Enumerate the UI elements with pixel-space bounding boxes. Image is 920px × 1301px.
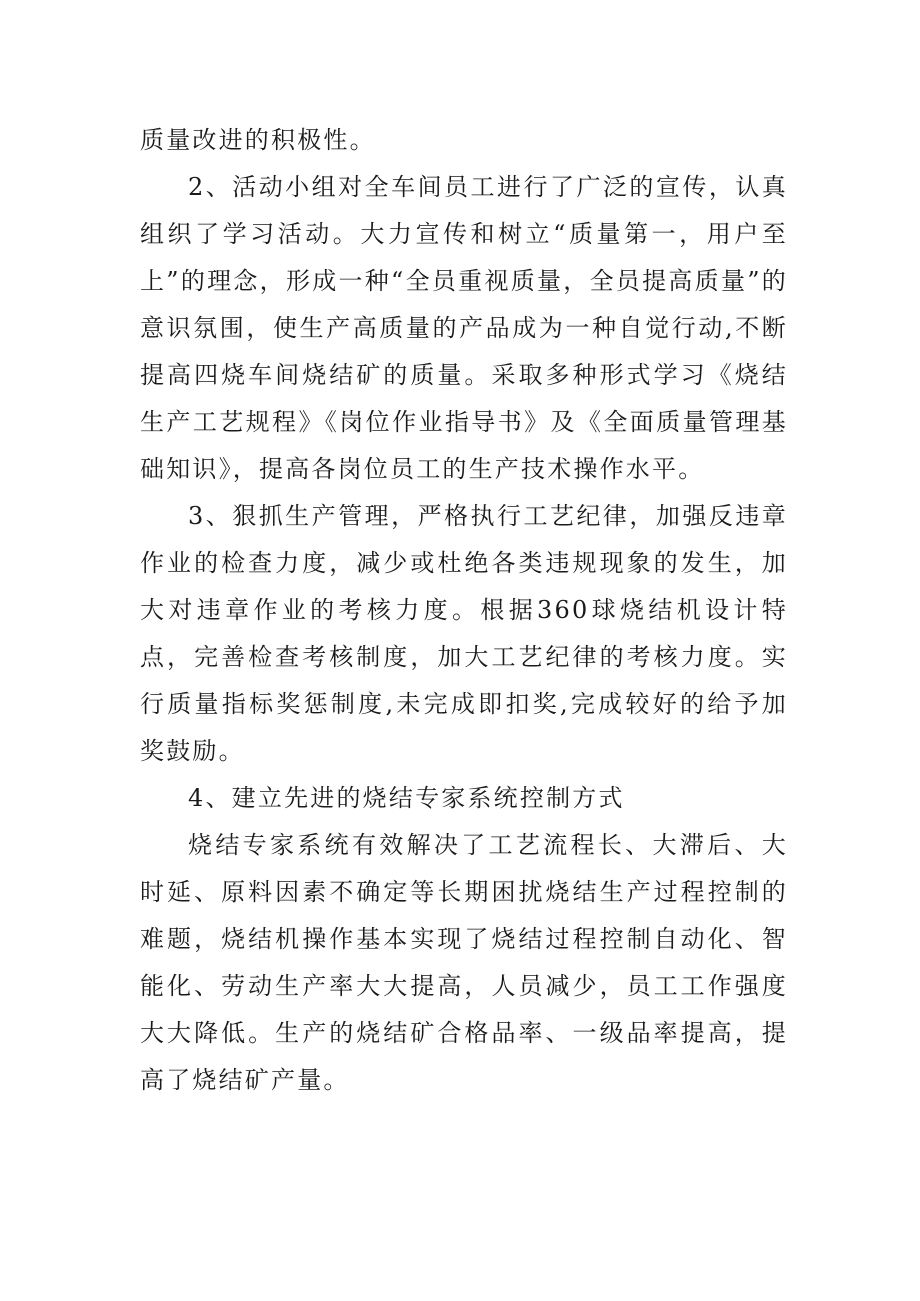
paragraph-item-2: 2、活动小组对全车间员工进行了广泛的宣传，认真组织了学习活动。大力宣传和树立“质量第一，用户至上”的理念，形成一种“全员重视质量，全员提高质量”的意识氛围，使生产高质量的产品成为一种自觉行动,不断提高四烧车间烧结矿的质量。采取多种形式学习《烧结生产工艺规程》《岗位作业指导书》及《全面质量管理基础知识》，提高各岗位员工的生产技术操作水平。 xyxy=(140,173,788,483)
paragraph-item-3: 3、狠抓生产管理，严格执行工艺纪律，加强反违章作业的检查力度，减少或杜绝各类违规现象的发生，加大对违章作业的考核力度。根据360球烧结机设计特点，完善检查考核制度，加大工艺纪律的考核力度。实行质量指标奖惩制度,未完成即扣奖,完成较好的给予加奖鼓励。 xyxy=(140,502,788,765)
paragraph-item-4-heading: 4、建立先进的烧结专家系统控制方式 xyxy=(188,784,625,812)
paragraph-continuation: 质量改进的积极性。 xyxy=(140,126,376,154)
body-text xyxy=(140,117,788,1104)
paragraph-expert-system: 烧结专家系统有效解决了工艺流程长、大滞后、大时延、原料因素不确定等长期困扰烧结生产过程控制的难题，烧结机操作基本实现了烧结过程控制自动化、智能化、劳动生产率大大提高，人员减少，员工工作强度大大降低。生产的烧结矿合格品率、一级品率提高，提高了烧结矿产量。 xyxy=(140,831,788,1094)
